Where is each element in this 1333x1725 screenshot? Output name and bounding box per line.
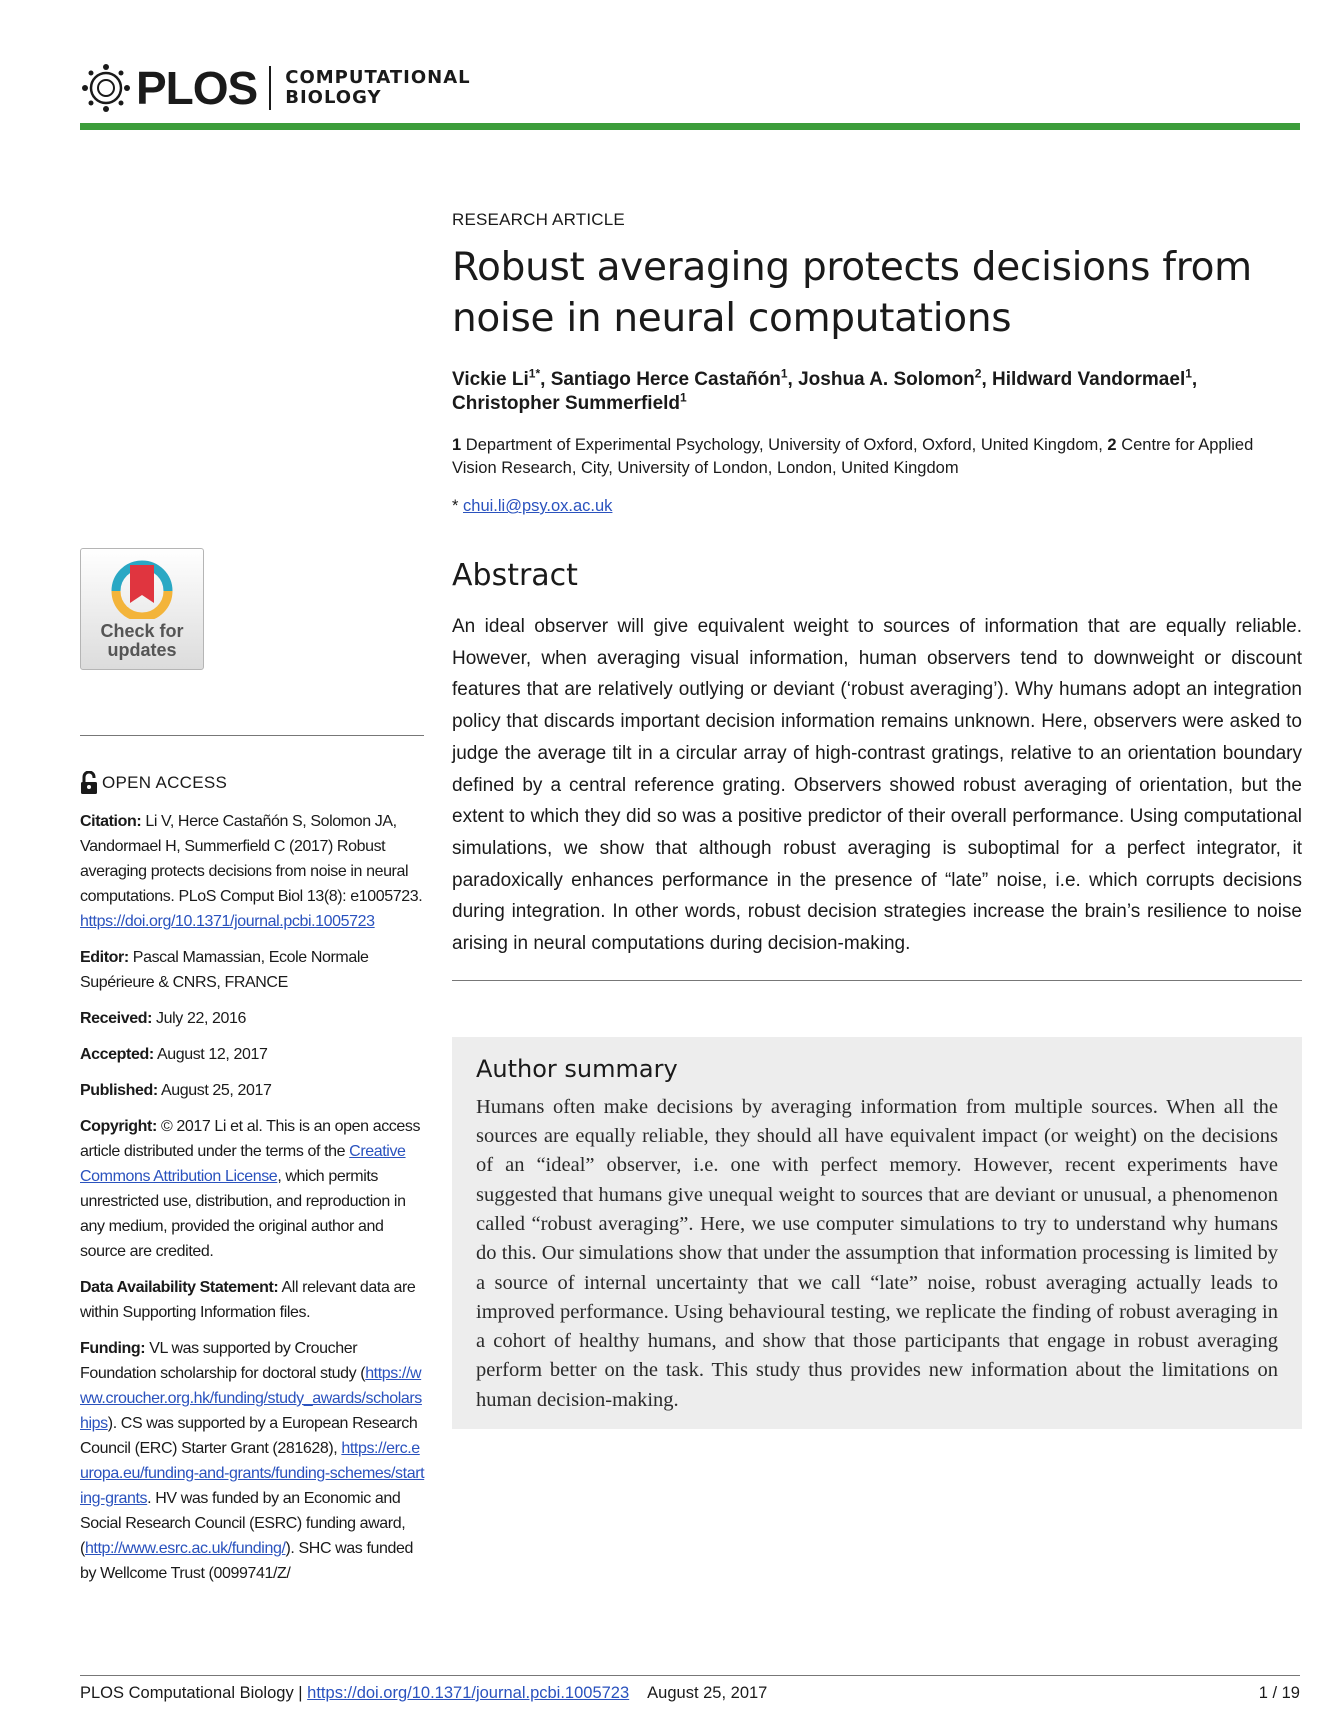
copyright-label: Copyright: bbox=[80, 1118, 157, 1135]
funding-label: Funding: bbox=[80, 1340, 146, 1357]
received-date: July 22, 2016 bbox=[156, 1010, 247, 1027]
author: Vickie Li bbox=[452, 369, 529, 390]
badge-line2: updates bbox=[107, 640, 177, 660]
article-title: Robust averaging protects decisions from noise in neural computations bbox=[452, 245, 1252, 341]
citation-text: Li V, Herce Castañón S, Solomon JA, Vandormael H, Summerfield C (2017) Robust averaging protects decisions from noise in neural computations. PLoS Comput Biol 13(8): e1005723. bbox=[80, 813, 423, 905]
editor-block bbox=[80, 945, 425, 995]
footer-rule bbox=[80, 1675, 1300, 1676]
journal-name-line1: COMPUTATIONAL bbox=[285, 67, 471, 88]
published-block bbox=[80, 1078, 425, 1103]
article-info-sidebar bbox=[80, 770, 425, 1597]
header-rule bbox=[80, 123, 1300, 130]
logo-divider bbox=[269, 66, 271, 110]
published-date: August 25, 2017 bbox=[160, 1082, 272, 1099]
copyright-text-cont: , which permits unrestricted use, distribution, and reproduction in any medium, provided the original author and source are credited. bbox=[80, 1168, 406, 1260]
crossmark-icon bbox=[108, 557, 176, 619]
accepted-block bbox=[80, 1042, 425, 1067]
affiliation-num: 1 bbox=[452, 436, 462, 454]
plos-logo-icon bbox=[80, 62, 132, 114]
author-affil-sup: 1 bbox=[528, 366, 536, 381]
affiliation-num: 2 bbox=[1107, 436, 1117, 454]
license-link[interactable]: Creative Commons Attribution License bbox=[80, 1143, 406, 1185]
author-summary-heading: Author summary bbox=[476, 1054, 678, 1083]
affiliation-text: Centre for Applied Vision Research, City, University of London, London, United Kingdom bbox=[452, 436, 1254, 477]
journal-logo[interactable] bbox=[80, 60, 471, 116]
accepted-label: Accepted: bbox=[80, 1046, 154, 1063]
corresponding-mark: * bbox=[535, 366, 541, 381]
funding-block bbox=[80, 1336, 425, 1586]
email-mark: * bbox=[452, 497, 459, 515]
email-link[interactable]: chui.li@psy.ox.ac.uk bbox=[463, 497, 613, 515]
citation-label: Citation: bbox=[80, 813, 142, 830]
corresponding-email bbox=[452, 497, 1302, 516]
funding-text: VL was supported by Croucher Foundation scholarship for doctoral study ( bbox=[80, 1340, 366, 1382]
received-label: Received: bbox=[80, 1010, 152, 1027]
affiliations bbox=[452, 434, 1302, 480]
author-affil-sup: 1 bbox=[680, 390, 687, 405]
open-lock-icon bbox=[80, 771, 98, 795]
author: Santiago Herce Castañón bbox=[550, 369, 781, 390]
author-summary-box bbox=[452, 1037, 1302, 1429]
copyright-text: © 2017 Li et al. This is an open access article distributed under the terms of the bbox=[80, 1118, 421, 1160]
author-list: Vickie $Li^{1*}$, Santiago Herce Castañón$^1$, Joshua A. Solomon$^2$, Hildward Vandormael$^1$, Christopher Summerfield$^1$ bbox=[452, 366, 1198, 414]
page-footer bbox=[80, 1684, 1300, 1703]
journal-name-line2: BIOLOGY bbox=[285, 87, 382, 108]
footer-journal: PLOS Computational Biology | bbox=[80, 1684, 303, 1702]
sidebar-rule bbox=[80, 735, 424, 736]
published-label: Published: bbox=[80, 1082, 158, 1099]
citation-block bbox=[80, 809, 425, 934]
open-access-label bbox=[80, 770, 425, 795]
footer-date: August 25, 2017 bbox=[647, 1684, 768, 1702]
funding-text-4: ). SHC was funded by Wellcome Trust (0099741/Z/ bbox=[80, 1540, 413, 1582]
abstract-heading: Abstract bbox=[452, 558, 578, 593]
editor-text: Pascal Mamassian, Ecole Normale Supérieure & CNRS, FRANCE bbox=[80, 949, 369, 991]
croucher-link[interactable]: https://www.croucher.org.hk/funding/study_awards/scholarships bbox=[80, 1365, 422, 1432]
copyright-block bbox=[80, 1114, 425, 1264]
esrc-link[interactable]: http://www.esrc.ac.uk/funding/ bbox=[84, 1540, 286, 1557]
article-type: RESEARCH ARTICLE bbox=[452, 210, 625, 229]
citation-doi-link[interactable]: https://doi.org/10.1371/journal.pcbi.1005723 bbox=[80, 913, 375, 930]
received-block bbox=[80, 1006, 425, 1031]
author-summary-text: Humans often make decisions by averaging information from multiple sources. When all the sources are equally reliable, they should all have equivalent impact (or weight) on the decisions of an “ideal” observer, i.e. one with perfect memory. However, recent experiments have suggested that humans give unequal weight to sources that are deviant or unusual, a phenomenon called “robust averaging”. Here, we use computer simulations to try to understand why humans do this. Our simulations show that under the assumption that information processing is limited by a source of internal uncertainty that we call “late” noise, robust averaging actually leads to improved performance. Using behavioural testing, we replicate the finding of robust averaging in a cohort of healthy humans, and show that those participants that engage in robust averaging perform better on the task. This study thus provides new information about the limitations on human decision-making. bbox=[476, 1095, 1278, 1411]
funding-text-2: ). CS was supported by a European Research Council (ERC) Starter Grant (281628), bbox=[80, 1415, 418, 1457]
data-availability-block bbox=[80, 1275, 425, 1325]
author: Hildward Vandormael bbox=[992, 369, 1186, 390]
journal-name bbox=[285, 68, 470, 108]
plos-wordmark: PLOS bbox=[136, 62, 258, 114]
masthead bbox=[80, 60, 1300, 120]
erc-link[interactable]: https://erc.europa.eu/funding-and-grants/funding-schemes/starting-grants bbox=[80, 1440, 425, 1507]
check-for-updates-badge[interactable] bbox=[80, 548, 204, 670]
data-availability-label: Data Availability Statement: bbox=[80, 1279, 279, 1296]
abstract-rule bbox=[452, 980, 1302, 981]
page-number: 1 / 19 bbox=[1258, 1684, 1300, 1702]
author-affil-sup: 1 bbox=[1185, 366, 1192, 381]
author: Christopher Summerfield bbox=[452, 393, 681, 414]
author-affil-sup: 1 bbox=[780, 366, 788, 381]
author: Joshua A. Solomon bbox=[798, 369, 975, 390]
editor-label: Editor: bbox=[80, 949, 129, 966]
author-affil-sup: 2 bbox=[974, 366, 982, 381]
badge-label bbox=[81, 622, 203, 660]
affiliation-text: Department of Experimental Psychology, University of Oxford, Oxford, United Kingdom, bbox=[465, 436, 1103, 454]
open-access-text: OPEN ACCESS bbox=[102, 773, 228, 792]
funding-text-3: . HV was funded by an Economic and Social Research Council (ESRC) funding award, ( bbox=[80, 1490, 406, 1557]
data-availability-text: All relevant data are within Supporting Information files. bbox=[80, 1279, 416, 1321]
footer-doi-link[interactable]: https://doi.org/10.1371/journal.pcbi.1005723 bbox=[307, 1684, 630, 1702]
accepted-date: August 12, 2017 bbox=[156, 1046, 268, 1063]
badge-line1: Check for bbox=[100, 621, 184, 641]
abstract-text: An ideal observer will give equivalent weight to sources of information that are equally reliable. However, when averaging visual information, human observers tend to downweight or discount features that are relatively outlying or deviant (‘robust averaging’). Why humans adopt an integration policy that discards important decision information remains unknown. Here, observers were asked to judge the average tilt in a circular array of high-contrast gratings, relative to an orientation boundary defined by a central reference grating. Observers showed robust averaging of orientation, but the extent to which they did so was a positive predictor of their overall performance. Using computational simulations, we show that although robust averaging is suboptimal for a perfect integrator, it paradoxically enhances performance in the presence of “late” noise, i.e. which corrupts decisions during integration. In other words, robust decision strategies increase the brain’s resilience to noise arising in neural computations during decision-making. bbox=[452, 616, 1302, 955]
article-main bbox=[452, 210, 1302, 1429]
